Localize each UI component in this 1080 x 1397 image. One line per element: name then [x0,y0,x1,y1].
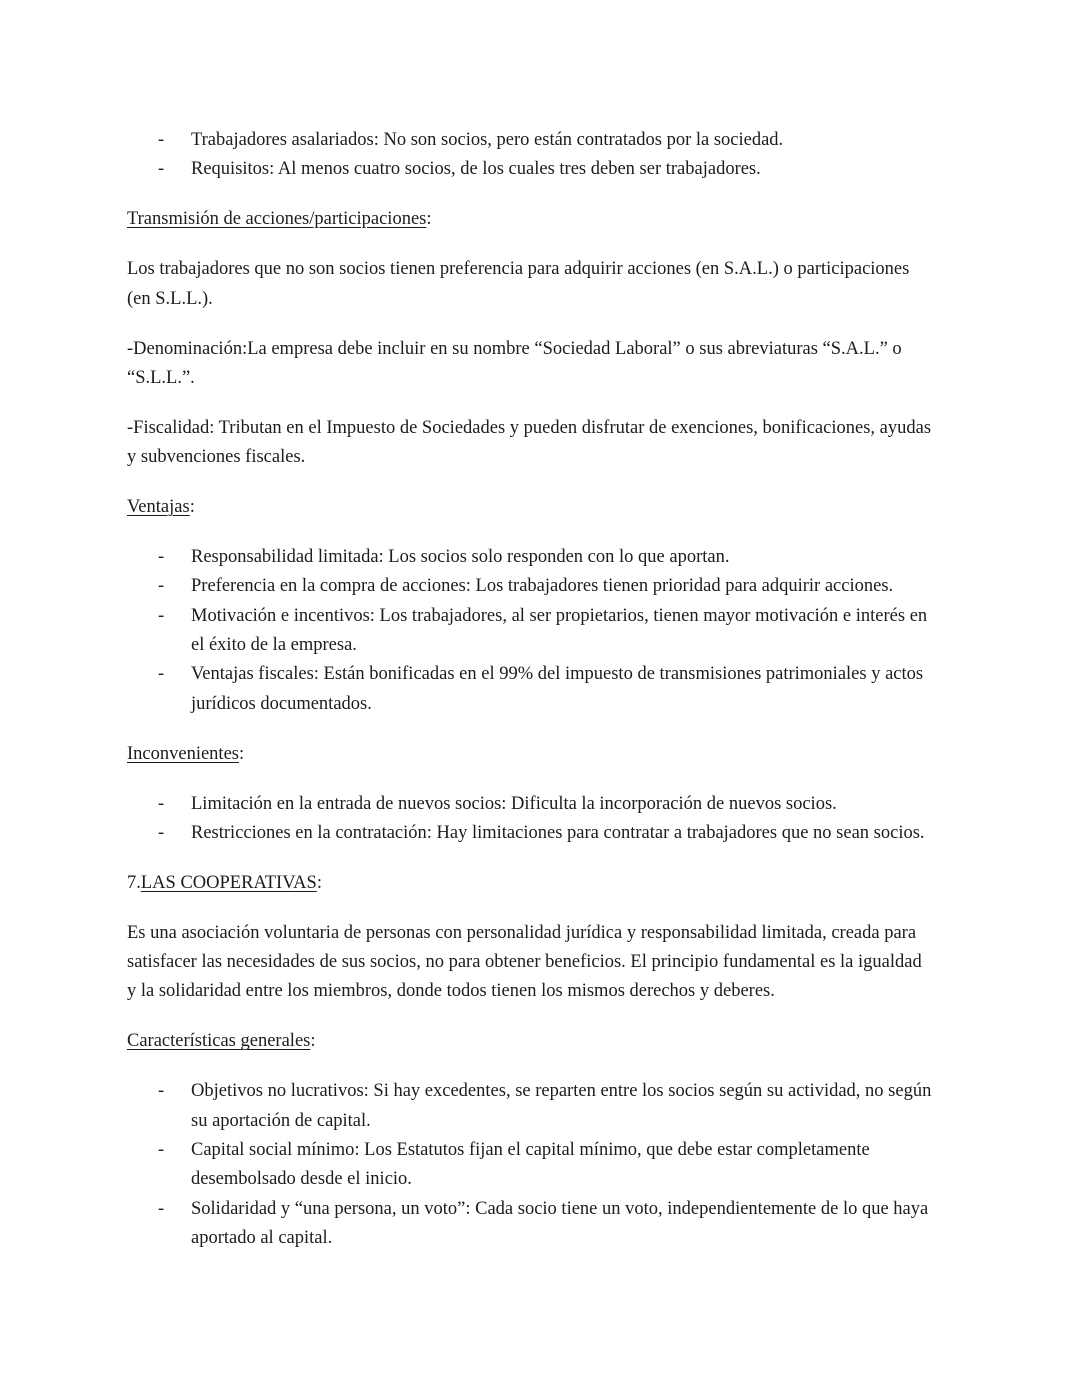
dash-bullet: - [158,605,165,626]
fiscalidad-text: -Fiscalidad: Tributan en el Impuesto de Sociedades y pueden disfrutar de exenciones, bonificaciones, ayudas y subvenciones fiscales. [127,417,932,468]
ventajas-heading: Ventajas: [127,497,195,518]
list-item-text: Motivación e incentivos: Los trabajadores, al ser propietarios, tienen mayor motivación e interés en el éxito de la empresa. [191,605,928,655]
list-item-text: Restricciones en la contratación: Hay limitaciones para contratar a trabajadores que no sean socios. [191,822,925,843]
dash-bullet: - [158,822,165,843]
dash-bullet: - [158,130,165,150]
caracteristicas-heading: Características generales: [127,1031,316,1052]
list-item [127,126,934,155]
dash-bullet: - [158,1139,165,1160]
transmision-heading: Transmisión de acciones/participaciones: [127,209,432,230]
list-item-text: Limitación en la entrada de nuevos socios: Dificulta la incorporación de nuevos socios. [191,793,837,814]
dash-bullet: - [158,576,165,597]
dash-bullet: - [158,1081,165,1102]
list-item [127,1195,934,1254]
list-item [127,602,934,661]
cooperativas-heading: 7.LAS COOPERATIVAS: [127,872,322,893]
list-item [127,819,934,848]
list-item [127,155,934,184]
dash-bullet: - [158,547,165,568]
list-item [127,1077,934,1136]
list-item-text: Solidaridad y “una persona, un voto”: Cada socio tiene un voto, independientemente de lo que haya aportado al capital. [191,1198,929,1248]
list-item [127,660,934,719]
dash-bullet: - [158,159,165,180]
dash-bullet: - [158,1198,165,1219]
cooperativas-text: Es una asociación voluntaria de personas con personalidad jurídica y responsabilidad limitada, creada para satisfacer las necesidades de sus socios, no para obtener beneficios. El principio fundamental es la igualdad y la solidaridad entre los miembros, donde todos tienen los mismos derechos y deberes. [127,922,922,1002]
list-item-text: Responsabilidad limitada: Los socios solo responden con lo que aportan. [191,547,730,568]
dash-bullet: - [158,664,165,685]
list-top [127,126,934,185]
list-item-text: Objetivos no lucrativos: Si hay excedentes, se reparten entre los socios según su actividad, no según su aportación de capital. [191,1081,932,1131]
list-item-text: Ventajas fiscales: Están bonificadas en el 99% del impuesto de transmisiones patrimoniales y actos jurídicos documentados. [191,664,924,714]
list-item [127,543,934,572]
denominacion-text: -Denominación:La empresa debe incluir en su nombre “Sociedad Laboral” o sus abreviaturas “S.A.L.” o “S.L.L.”. [127,338,902,388]
list-item-text: Capital social mínimo: Los Estatutos fijan el capital mínimo, que debe estar completamente desembolsado desde el inicio. [191,1139,870,1190]
dash-bullet: - [158,793,165,814]
list-item [127,790,934,819]
inconvenientes-list [127,790,934,849]
ventajas-list [127,543,934,719]
list-item-text: Preferencia en la compra de acciones: Los trabajadores tienen prioridad para adquirir acciones. [191,576,894,597]
list-item [127,572,934,601]
list-item-text: Trabajadores asalariados: No son socios, pero están contratados por la sociedad. [191,130,784,150]
inconvenientes-heading: Inconvenientes: [127,743,245,764]
list-item-text: Requisitos: Al menos cuatro socios, de los cuales tres deben ser trabajadores. [191,159,761,180]
transmision-text: Los trabajadores que no son socios tienen preferencia para adquirir acciones (en S.A.L.) o participaciones (en S.L.L.). [127,259,910,309]
list-item [127,1136,934,1195]
caracteristicas-list [127,1077,934,1253]
